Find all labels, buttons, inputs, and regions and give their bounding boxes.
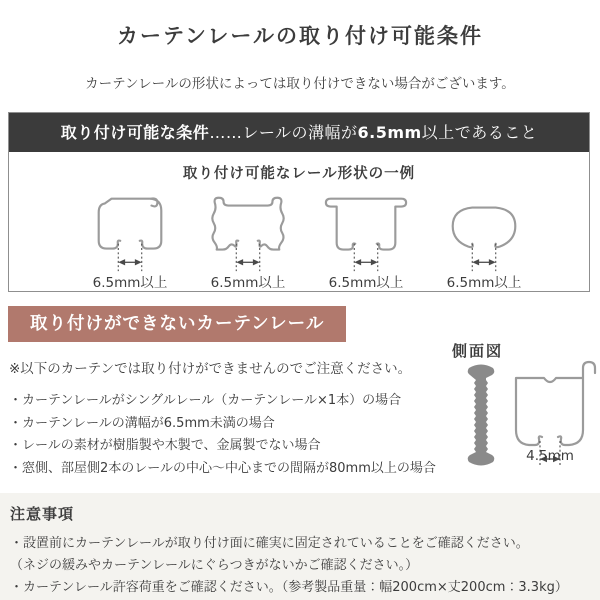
not-installable-note: ※以下のカーテンでは取り付けができませんのでご注意ください。: [9, 361, 412, 377]
list-item: ・カーテンレール許容荷重をご確認ください。（参考製品重量：幅200cm×丈200cm：3.3kg）: [10, 580, 568, 595]
rail-side-profile-outline: [516, 362, 595, 445]
list-item: ・設置前にカーテンレールが取り付け面に確実に固定されていることをご確認ください。: [10, 536, 529, 551]
rail-groove-width-label: 6.5mm以上: [446, 275, 522, 291]
side-view-label: 側面図: [452, 342, 504, 360]
rail-cross-section-wavy-diagram: [189, 187, 307, 275]
page-subtitle: カーテンレールの形状によっては取り付けできない場合がございます。: [85, 76, 515, 92]
notes-section: [0, 493, 600, 600]
rail-groove-width-label: 6.5mm以上: [92, 275, 168, 291]
not-installable-bullet-list: [9, 390, 436, 480]
banner-text-segment: ……レールの溝幅が: [209, 123, 358, 142]
banner-groove-width-value: 6.5mm: [357, 123, 422, 142]
rail-examples-row: [9, 187, 589, 291]
list-item: （ネジの緩みやカーテンレールにぐらつきがないかご確認ください。）: [10, 558, 419, 573]
list-item: ・カーテンレールの溝幅が6.5mm未満の場合: [9, 415, 275, 431]
rail-cross-section-flanged-diagram: [307, 187, 425, 275]
notes-list: [10, 533, 600, 599]
rail-example-1: [71, 187, 189, 291]
rail-groove-width-label: 6.5mm以上: [210, 275, 286, 291]
rail-cross-section-capsule-diagram: [425, 187, 543, 275]
list-item: ・カーテンレールがシングルレール（カーテンレール×1本）の場合: [9, 393, 402, 408]
notes-heading: 注意事項: [10, 505, 75, 523]
not-installable-banner: 取り付けができないカーテンレール: [8, 306, 346, 342]
runner-hook-silhouette: [468, 365, 495, 466]
installable-conditions-box: [8, 112, 590, 292]
rail-example-2: [189, 187, 307, 291]
rail-example-4: [425, 187, 543, 291]
installable-conditions-banner: [9, 113, 589, 152]
rail-cross-section-c-curl-diagram: [71, 187, 189, 275]
banner-text-segment: 以上であること: [421, 123, 538, 142]
list-item: ・レールの素材が樹脂製や木製で、金属製でない場合: [9, 438, 321, 453]
rail-shape-examples-heading: 取り付け可能なレール形状の一例: [182, 166, 416, 182]
rail-groove-width-label: 6.5mm以上: [328, 275, 404, 291]
rail-example-3: [307, 187, 425, 291]
list-item: ・窓側、部屋側2本のレールの中心〜中心までの間隔が80mm以上の場合: [9, 460, 436, 476]
banner-text-segment: 取り付け可能な条件: [60, 123, 210, 142]
side-view-dimension-label: 4.5mm: [526, 448, 574, 464]
page-title: カーテンレールの取り付け可能条件: [116, 24, 483, 48]
